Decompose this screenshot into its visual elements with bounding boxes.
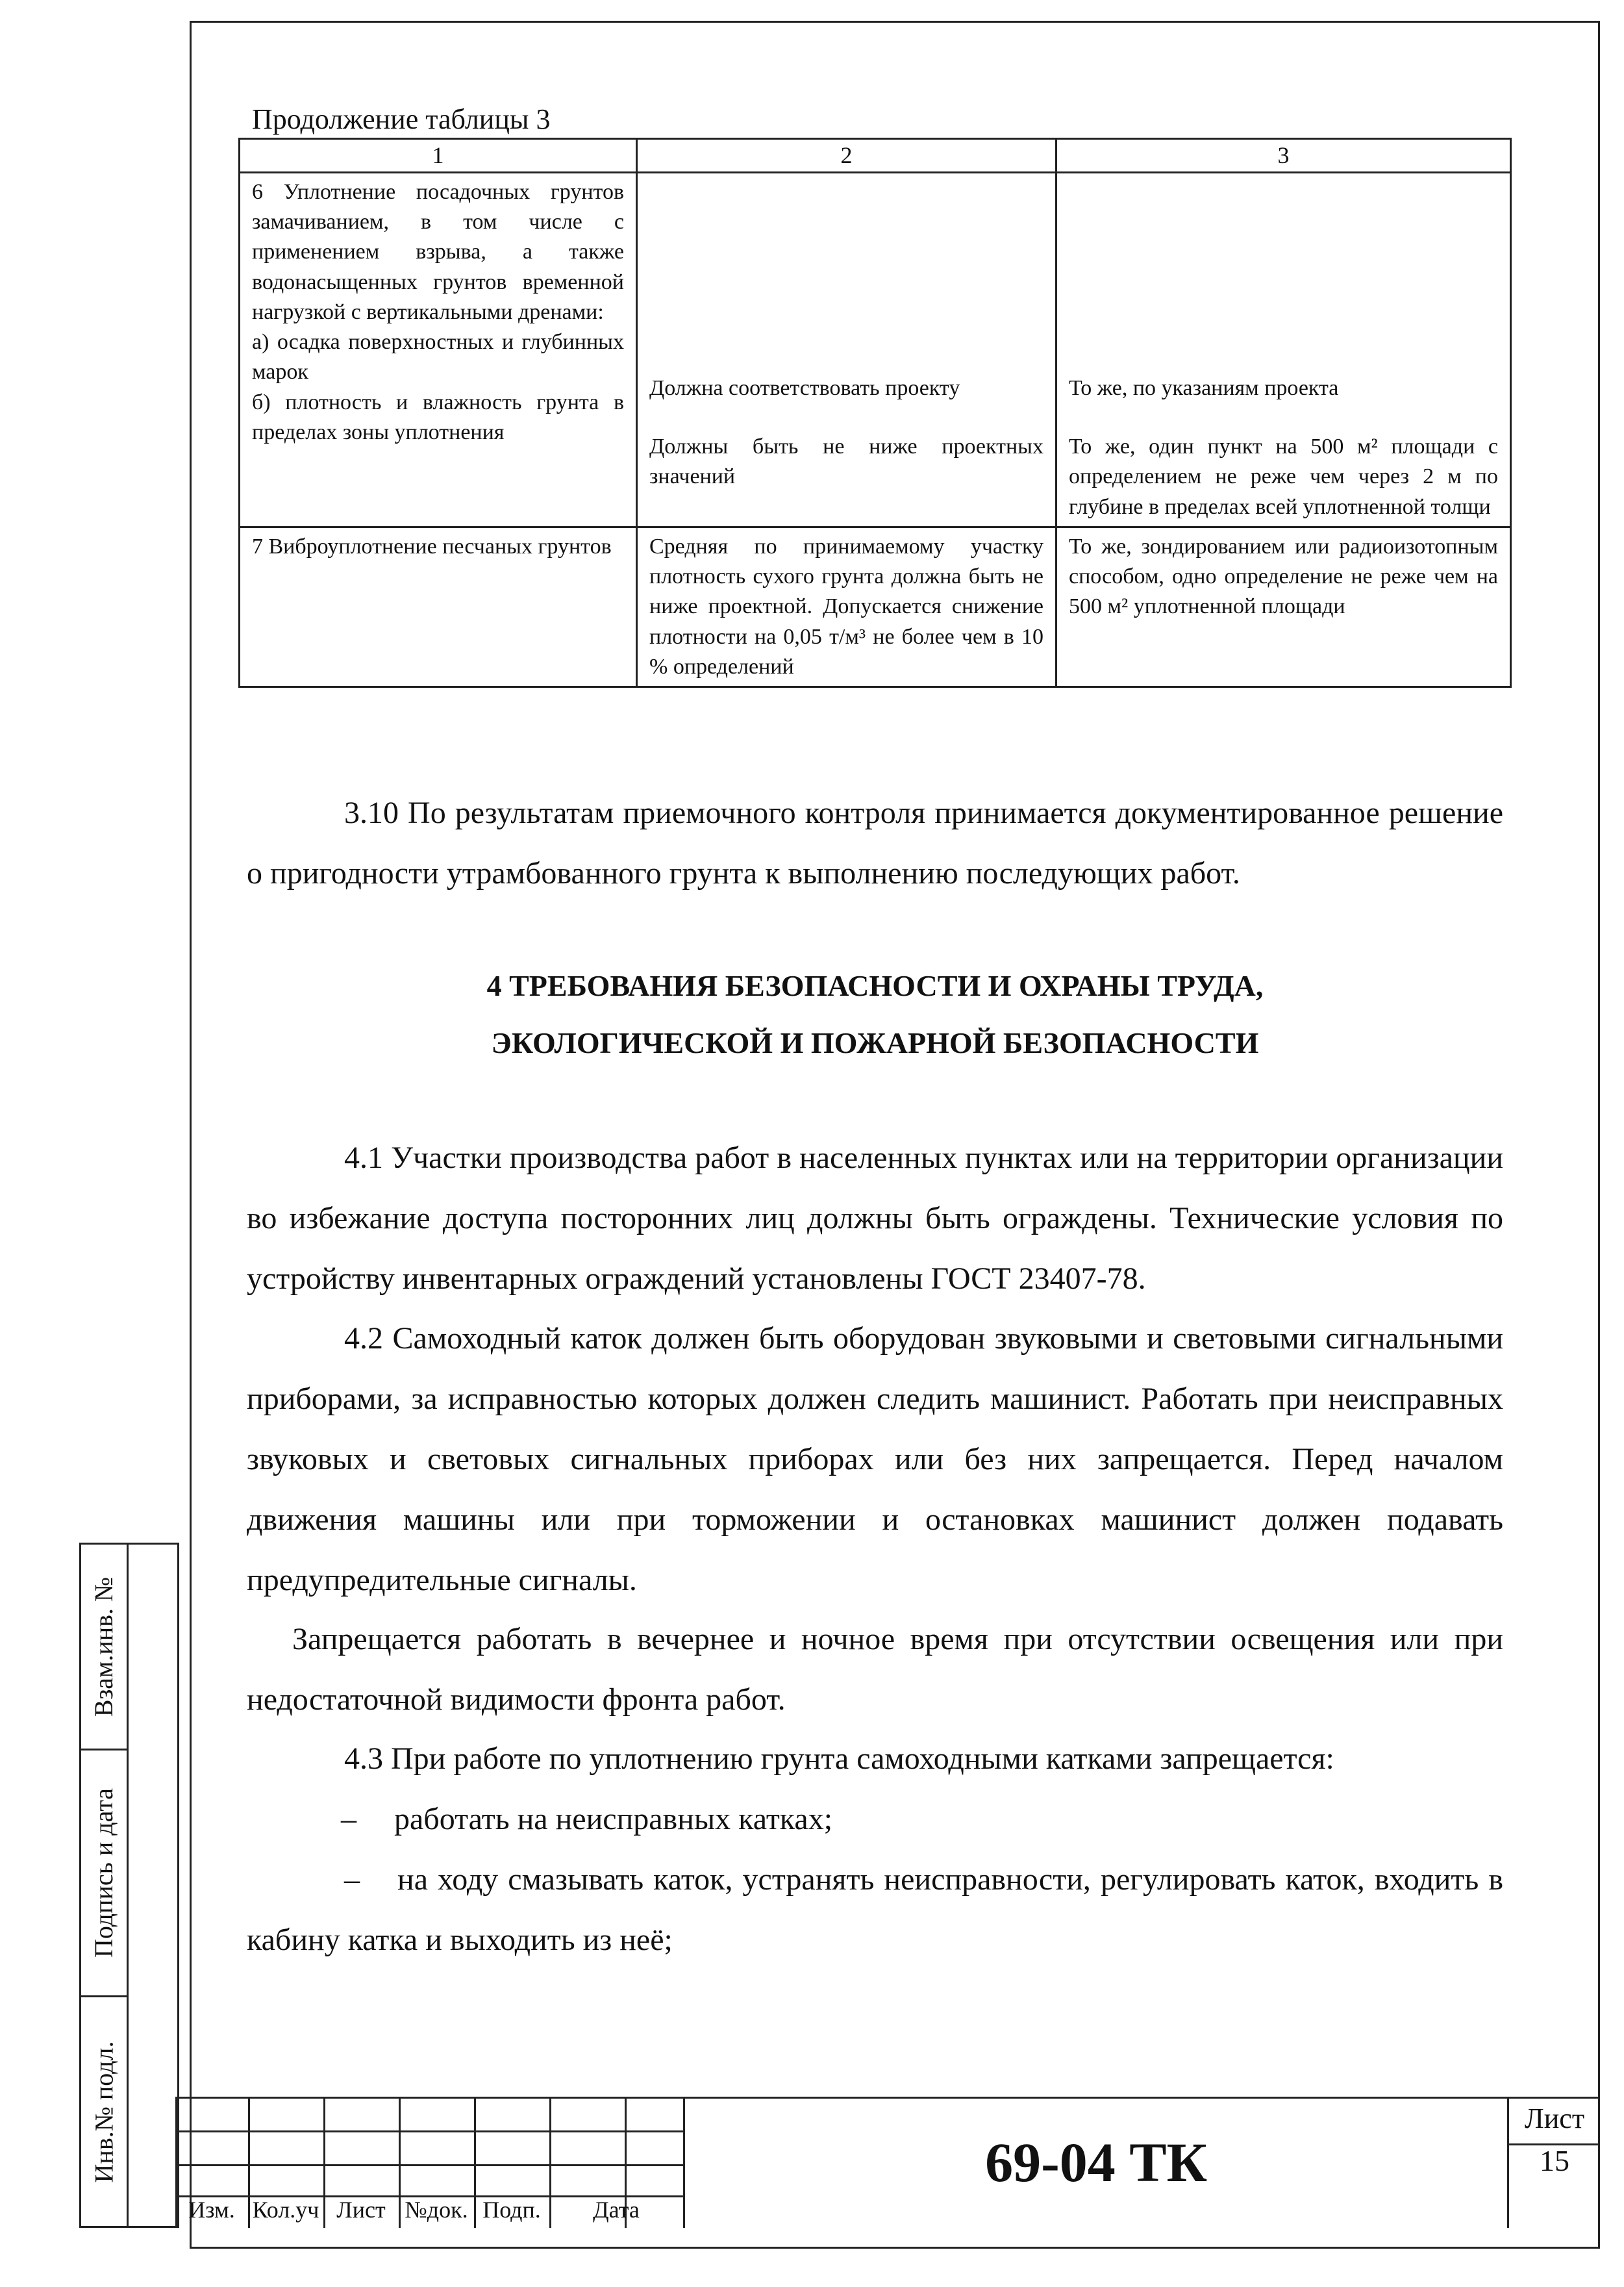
side-label-vzam bbox=[79, 1543, 129, 1750]
table-cell bbox=[240, 172, 637, 527]
side-label-text: Подпись и дата bbox=[89, 1788, 119, 1958]
stamp-label-ndok: №док. bbox=[405, 2197, 468, 2223]
cell-text: Должны быть не ниже проектных значений bbox=[649, 435, 1043, 489]
side-label-podpis bbox=[79, 1750, 129, 1997]
sheet-number: 15 bbox=[1540, 2144, 1569, 2177]
cell-text: Средняя по принимаемому участку плотность сухого грунта должна быть не ниже проектной. Допускается снижение плотности на 0,05 т/м³ не более чем в 10 % определений bbox=[649, 534, 1043, 679]
cell-text: То же, один пункт на 500 м² площади с определением не реже чем через 2 м по глубине в пределах всей уплотненной толщи bbox=[1069, 435, 1498, 519]
stamp-label-kolvo: Кол.уч bbox=[252, 2197, 319, 2223]
dash-marker: – bbox=[344, 1862, 360, 1897]
section-heading-line2: ЭКОЛОГИЧЕСКОЙ И ПОЖАРНОЙ БЕЗОПАСНОСТИ bbox=[491, 1026, 1259, 1059]
table-cell bbox=[1056, 172, 1511, 527]
cell-text: 7 Виброуплотнение песчаных грунтов bbox=[252, 534, 612, 559]
document-code bbox=[683, 2097, 1509, 2228]
cell-text: а) осадка поверхностных и глубинных марок bbox=[252, 330, 624, 385]
paragraph-3-10: 3.10 По результатам приемочного контроля принимается документированное решение о пригодности утрамбованного грунта к выполнению последующих работ. bbox=[247, 796, 1503, 891]
table-header-cell: 2 bbox=[637, 139, 1056, 173]
title-block-top-line bbox=[683, 2097, 1600, 2099]
table-cell bbox=[240, 527, 637, 687]
table-cell bbox=[637, 172, 1056, 527]
table-continuation-title: Продолжение таблицы 3 bbox=[252, 103, 551, 135]
document-code-text: 69-04 ТК bbox=[985, 2131, 1207, 2193]
list-item-text: работать на неисправных катках; bbox=[394, 1802, 833, 1836]
side-strip-column bbox=[129, 1543, 179, 2228]
section-heading-line1: 4 ТРЕБОВАНИЯ БЕЗОПАСНОСТИ И ОХРАНЫ ТРУДА, bbox=[486, 969, 1264, 1002]
stamp-label-list: Лист bbox=[336, 2197, 386, 2223]
side-label-text: Инв.№ подл. bbox=[89, 2041, 119, 2182]
table-cell bbox=[637, 527, 1056, 687]
table-header-cell: 1 bbox=[240, 139, 637, 173]
table-row bbox=[240, 527, 1511, 687]
table-cell bbox=[1056, 527, 1511, 687]
paragraph-4-1: 4.1 Участки производства работ в населенных пунктах или на территории организации во избежание доступа посторонних лиц должны быть ограждены. Технические условия по устройству инвентарных ограждений установлены ГОСТ 23407-78. bbox=[247, 1141, 1503, 1296]
side-label-text: Взам.инв. № bbox=[89, 1576, 119, 1717]
cell-text: То же, зондированием или радиоизотопным способом, одно определение не реже чем на 500 м² уплотненной площади bbox=[1069, 534, 1498, 619]
side-label-inv bbox=[79, 1997, 129, 2228]
cell-text: То же, по указаниям проекта bbox=[1069, 375, 1339, 400]
stamp-label-izm: Изм. bbox=[188, 2197, 235, 2223]
table-3 bbox=[238, 138, 1512, 688]
dash-marker: – bbox=[341, 1802, 356, 1836]
sheet-label: Лист bbox=[1524, 2103, 1585, 2134]
stamp-label-data: Дата bbox=[593, 2197, 640, 2223]
paragraph-prohibition: Запрещается работать в вечернее и ночное время при отсутствии освещения или при недостаточной видимости фронта работ. bbox=[247, 1622, 1503, 1717]
stamp-label-podp: Подп. bbox=[482, 2197, 541, 2223]
list-item-text: на ходу смазывать каток, устранять неисправности, регулировать каток, входить в кабину катка и выходить из неё; bbox=[247, 1862, 1503, 1957]
cell-text: Должна соответствовать проекту bbox=[649, 375, 960, 400]
list-item bbox=[247, 1849, 1503, 1970]
paragraph-4-2: 4.2 Самоходный каток должен быть оборудован звуковыми и световыми сигнальными приборами, за исправностью которых должен следить машинист. Работать при неисправных звуковых и световых сигнальных приборах или без них запрещается. Перед началом движения машины или при торможении и остановках машинист должен подавать предупредительные сигналы. bbox=[247, 1321, 1503, 1597]
cell-text: 6 Уплотнение посадочных грунтов замачиванием, в том числе с применением взрыва, а также водонасыщенных грунтов временной нагрузкой с вертикальными дренами: bbox=[252, 179, 624, 324]
table-row bbox=[240, 172, 1511, 527]
cell-text: б) плотность и влажность грунта в пределах зоны уплотнения bbox=[252, 390, 624, 444]
table-header-row bbox=[240, 139, 1511, 173]
list-item bbox=[247, 1789, 1597, 1849]
paragraph-4-3: 4.3 При работе по уплотнению грунта самоходными катками запрещается: bbox=[344, 1741, 1334, 1776]
table-header-cell: 3 bbox=[1056, 139, 1511, 173]
